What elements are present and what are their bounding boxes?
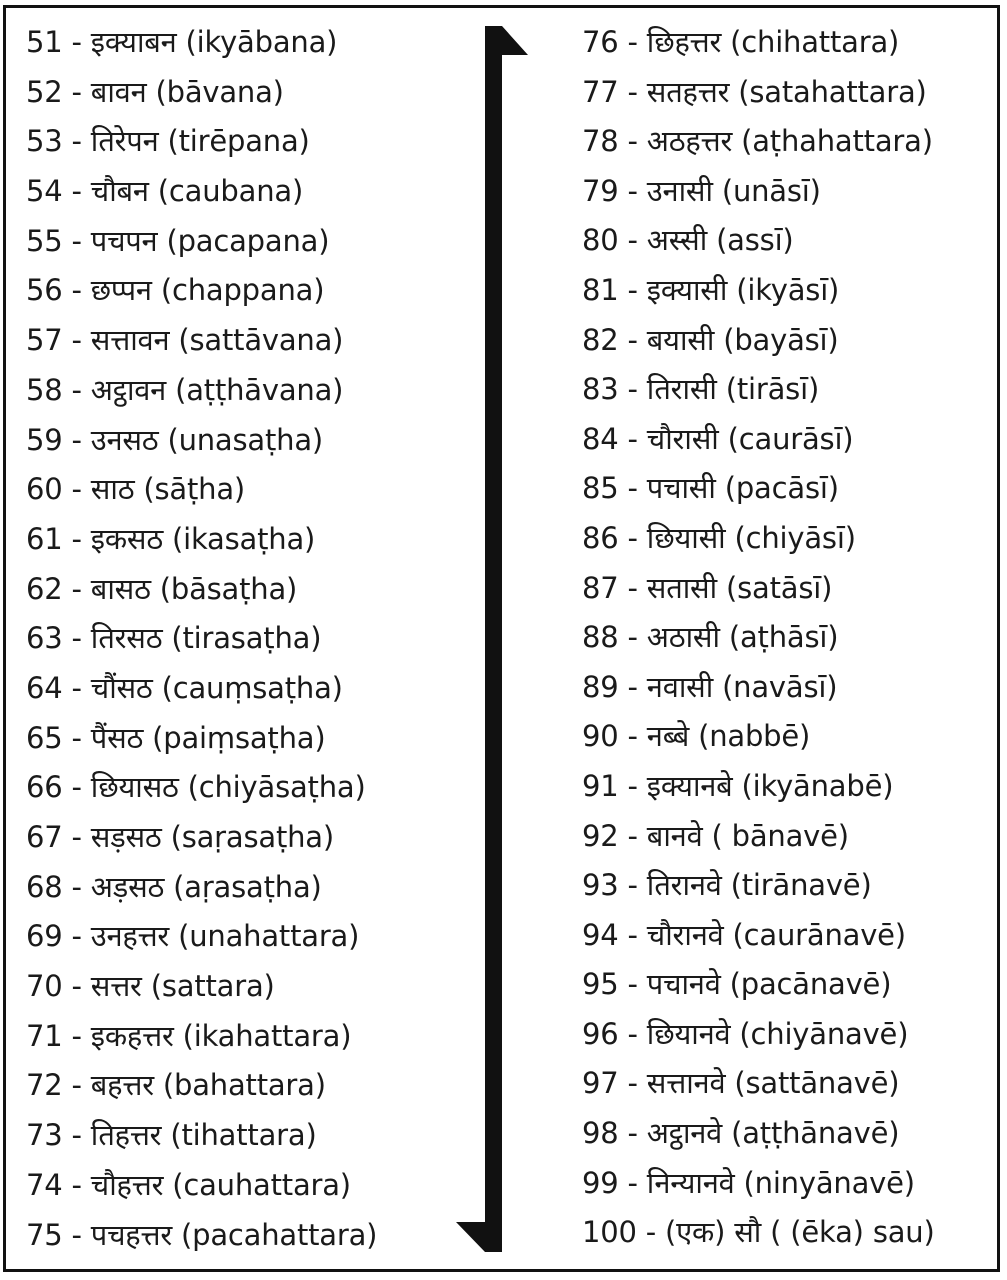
list-item: 69 - उनहत्तर (unahattara) [26, 919, 360, 954]
list-item: 57 - सत्तावन (sattāvana) [26, 323, 344, 358]
list-item: 88 - अठासी (aṭhāsī) [582, 620, 839, 655]
list-item: 74 - चौहत्तर (cauhattara) [26, 1167, 351, 1202]
list-item: 63 - तिरसठ (tirasaṭha) [26, 621, 322, 656]
list-item: 64 - चौंसठ (cauṃsaṭha) [26, 670, 343, 705]
arrow-up-shaft [485, 26, 528, 1252]
list-item: 76 - छिहत्तर (chihattara) [582, 25, 900, 59]
list-item: 82 - बयासी (bayāsī) [582, 322, 839, 357]
list-item: 97 - सत्तानवे (sattānavē) [582, 1066, 900, 1101]
list-item: 93 - तिरानवे (tirānavē) [582, 868, 872, 903]
list-item: 56 - छप्पन (chappana) [26, 273, 325, 308]
list-item: 81 - इक्यासी (ikyāsī) [582, 272, 840, 307]
list-item: 60 - साठ (sāṭha) [26, 472, 246, 507]
list-item: 83 - तिरासी (tirāsī) [582, 372, 820, 407]
list-item: 89 - नवासी (navāsī) [582, 669, 838, 704]
list-item: 68 - अड़सठ (aṛasaṭha) [26, 869, 322, 904]
list-item: 85 - पचासी (pacāsī) [582, 471, 839, 506]
list-item: 75 - पचहत्तर (pacahattara) [26, 1217, 378, 1252]
list-item: 67 - सड़सठ (saṛasaṭha) [26, 820, 334, 854]
list-item: 55 - पचपन (pacapana) [26, 223, 330, 258]
list-item: 91 - इक्यानबे (ikyānabē) [582, 768, 894, 803]
list-item: 77 - सतहत्तर (satahattara) [582, 74, 927, 109]
list-item: 84 - चौरासी (caurāsī) [582, 421, 854, 456]
list-item: 95 - पचानवे (pacānavē) [582, 967, 892, 1002]
list-item: 98 - अट्ठानवे (aṭṭhānavē) [582, 1116, 900, 1151]
list-item: 54 - चौबन (caubana) [26, 174, 304, 209]
list-item: 94 - चौरानवे (caurānavē) [582, 917, 906, 952]
list-item: 79 - उनासी (unāsī) [582, 173, 821, 208]
list-item: 100 - (एक) सौ ( (ēka) sau) [582, 1215, 935, 1250]
list-item: 53 - तिरेपन (tirēpana) [26, 124, 310, 159]
list-item: 59 - उनसठ (unasaṭha) [26, 422, 324, 457]
list-item: 80 - अस्सी (assī) [582, 223, 794, 258]
list-item: 61 - इकसठ (ikasaṭha) [26, 521, 316, 556]
list-item: 99 - निन्यानवे (ninyānavē) [582, 1165, 915, 1200]
list-item: 52 - बावन (bāvana) [26, 74, 284, 109]
list-item: 96 - छियानवे (chiyānavē) [582, 1016, 909, 1051]
list-item: 90 - नब्बे (nabbē) [582, 719, 811, 754]
list-item: 72 - बहत्तर (bahattara) [26, 1068, 326, 1103]
list-item: 92 - बानवे ( bānavē) [582, 818, 849, 853]
list-item: 58 - अट्ठावन (aṭṭhāvana) [26, 372, 344, 407]
list-item: 62 - बासठ (bāsaṭha) [26, 571, 298, 606]
list-item: 66 - छियासठ (chiyāsaṭha) [26, 770, 366, 805]
list-item: 78 - अठहत्तर (aṭhahattara) [582, 124, 933, 159]
list-item: 71 - इकहत्तर (ikahattara) [26, 1018, 352, 1053]
arrow-left-head [456, 1222, 485, 1252]
list-item: 73 - तिहत्तर (tihattara) [26, 1118, 317, 1153]
list-item: 70 - सत्तर (sattara) [26, 969, 275, 1004]
list-item: 65 - पैंसठ (paiṃsaṭha) [26, 720, 326, 755]
right-number-column [582, 18, 935, 1258]
list-item: 86 - छियासी (chiyāsī) [582, 520, 856, 555]
list-item: 87 - सतासी (satāsī) [582, 570, 833, 605]
list-item: 51 - इक्याबन (ikyābana) [26, 25, 338, 59]
